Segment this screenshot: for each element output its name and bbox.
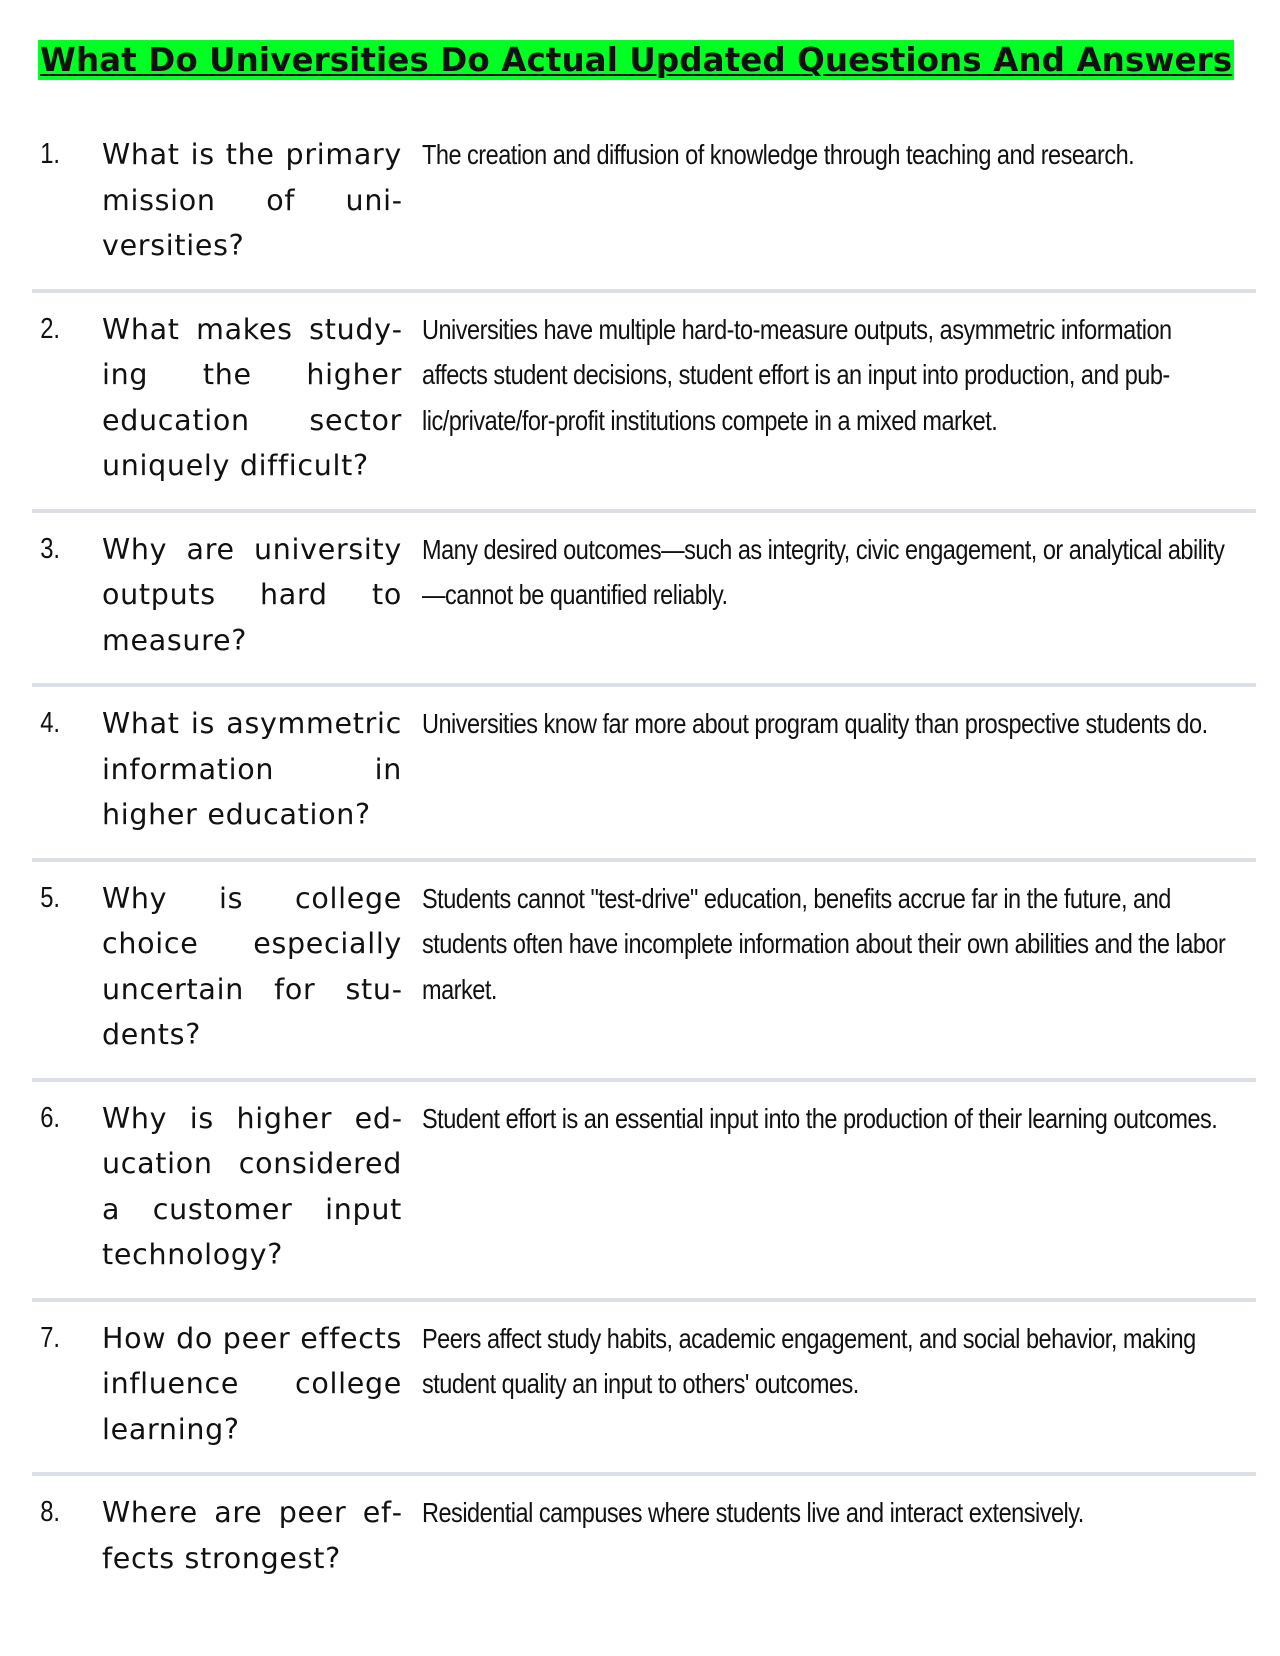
qa-list xyxy=(32,118,1256,1601)
answer-text: Peers affect study habits, academic engagement, and social behavior, making student quality an input to others' outcomes. xyxy=(422,1322,1196,1399)
answer-text: Student effort is an essential input into the production of their learning outcomes. xyxy=(422,1102,1218,1134)
question-text: Why is college choice especially uncertain for students? xyxy=(102,881,402,1051)
item-number: 6. xyxy=(40,1101,61,1134)
item-number: 7. xyxy=(40,1321,61,1354)
title-bar xyxy=(38,40,1234,80)
qa-item-3 xyxy=(32,513,1256,688)
qa-item-8 xyxy=(32,1476,1256,1601)
answer-text: Many desired outcomes—such as integrity, civic engagement, or analytical ability—cannot be quantified reliably. xyxy=(422,533,1225,610)
qa-item-1 xyxy=(32,118,1256,293)
question-text: What makes studying the higher education sector uniquely difficult? xyxy=(102,312,402,482)
item-number: 3. xyxy=(40,532,61,565)
document-title: What Do Universities Do Actual Updated Questions And Answers xyxy=(40,41,1233,79)
answer-text: Students cannot "test-drive" education, benefits accrue far in the future, and students often have incomplete information about their own abilities and the labor market. xyxy=(422,882,1226,1005)
question-text: Why are university outputs hard to measure? xyxy=(102,532,402,657)
question-text: Where are peer effects strongest? xyxy=(102,1496,402,1575)
question-text: What is asymmetric information in higher education? xyxy=(102,707,402,831)
item-number: 5. xyxy=(40,881,61,914)
qa-item-4 xyxy=(32,687,1256,862)
item-number: 1. xyxy=(40,138,61,170)
question-text: What is the primary mission of universities? xyxy=(102,138,402,262)
answer-text: Residential campuses where students live and interact extensively. xyxy=(422,1497,1084,1528)
qa-item-2 xyxy=(32,293,1256,513)
answer-text: The creation and diffusion of knowledge through teaching and research. xyxy=(422,139,1135,170)
item-number: 2. xyxy=(40,312,61,345)
answer-text: Universities have multiple hard-to-measure outputs, asymmetric information affects student decisions, student effort is an input into production, and public/private/for-profit institutions compete in a mixed market. xyxy=(422,313,1172,436)
item-number: 8. xyxy=(40,1496,61,1528)
question-text: How do peer effects influence college learning? xyxy=(102,1321,402,1446)
question-text: Why is higher education considered a customer input technology? xyxy=(102,1101,402,1271)
item-number: 4. xyxy=(40,707,61,739)
answer-text: Universities know far more about program quality than prospective students do. xyxy=(422,708,1208,739)
qa-item-5 xyxy=(32,862,1256,1082)
qa-item-6 xyxy=(32,1082,1256,1302)
qa-item-7 xyxy=(32,1302,1256,1477)
